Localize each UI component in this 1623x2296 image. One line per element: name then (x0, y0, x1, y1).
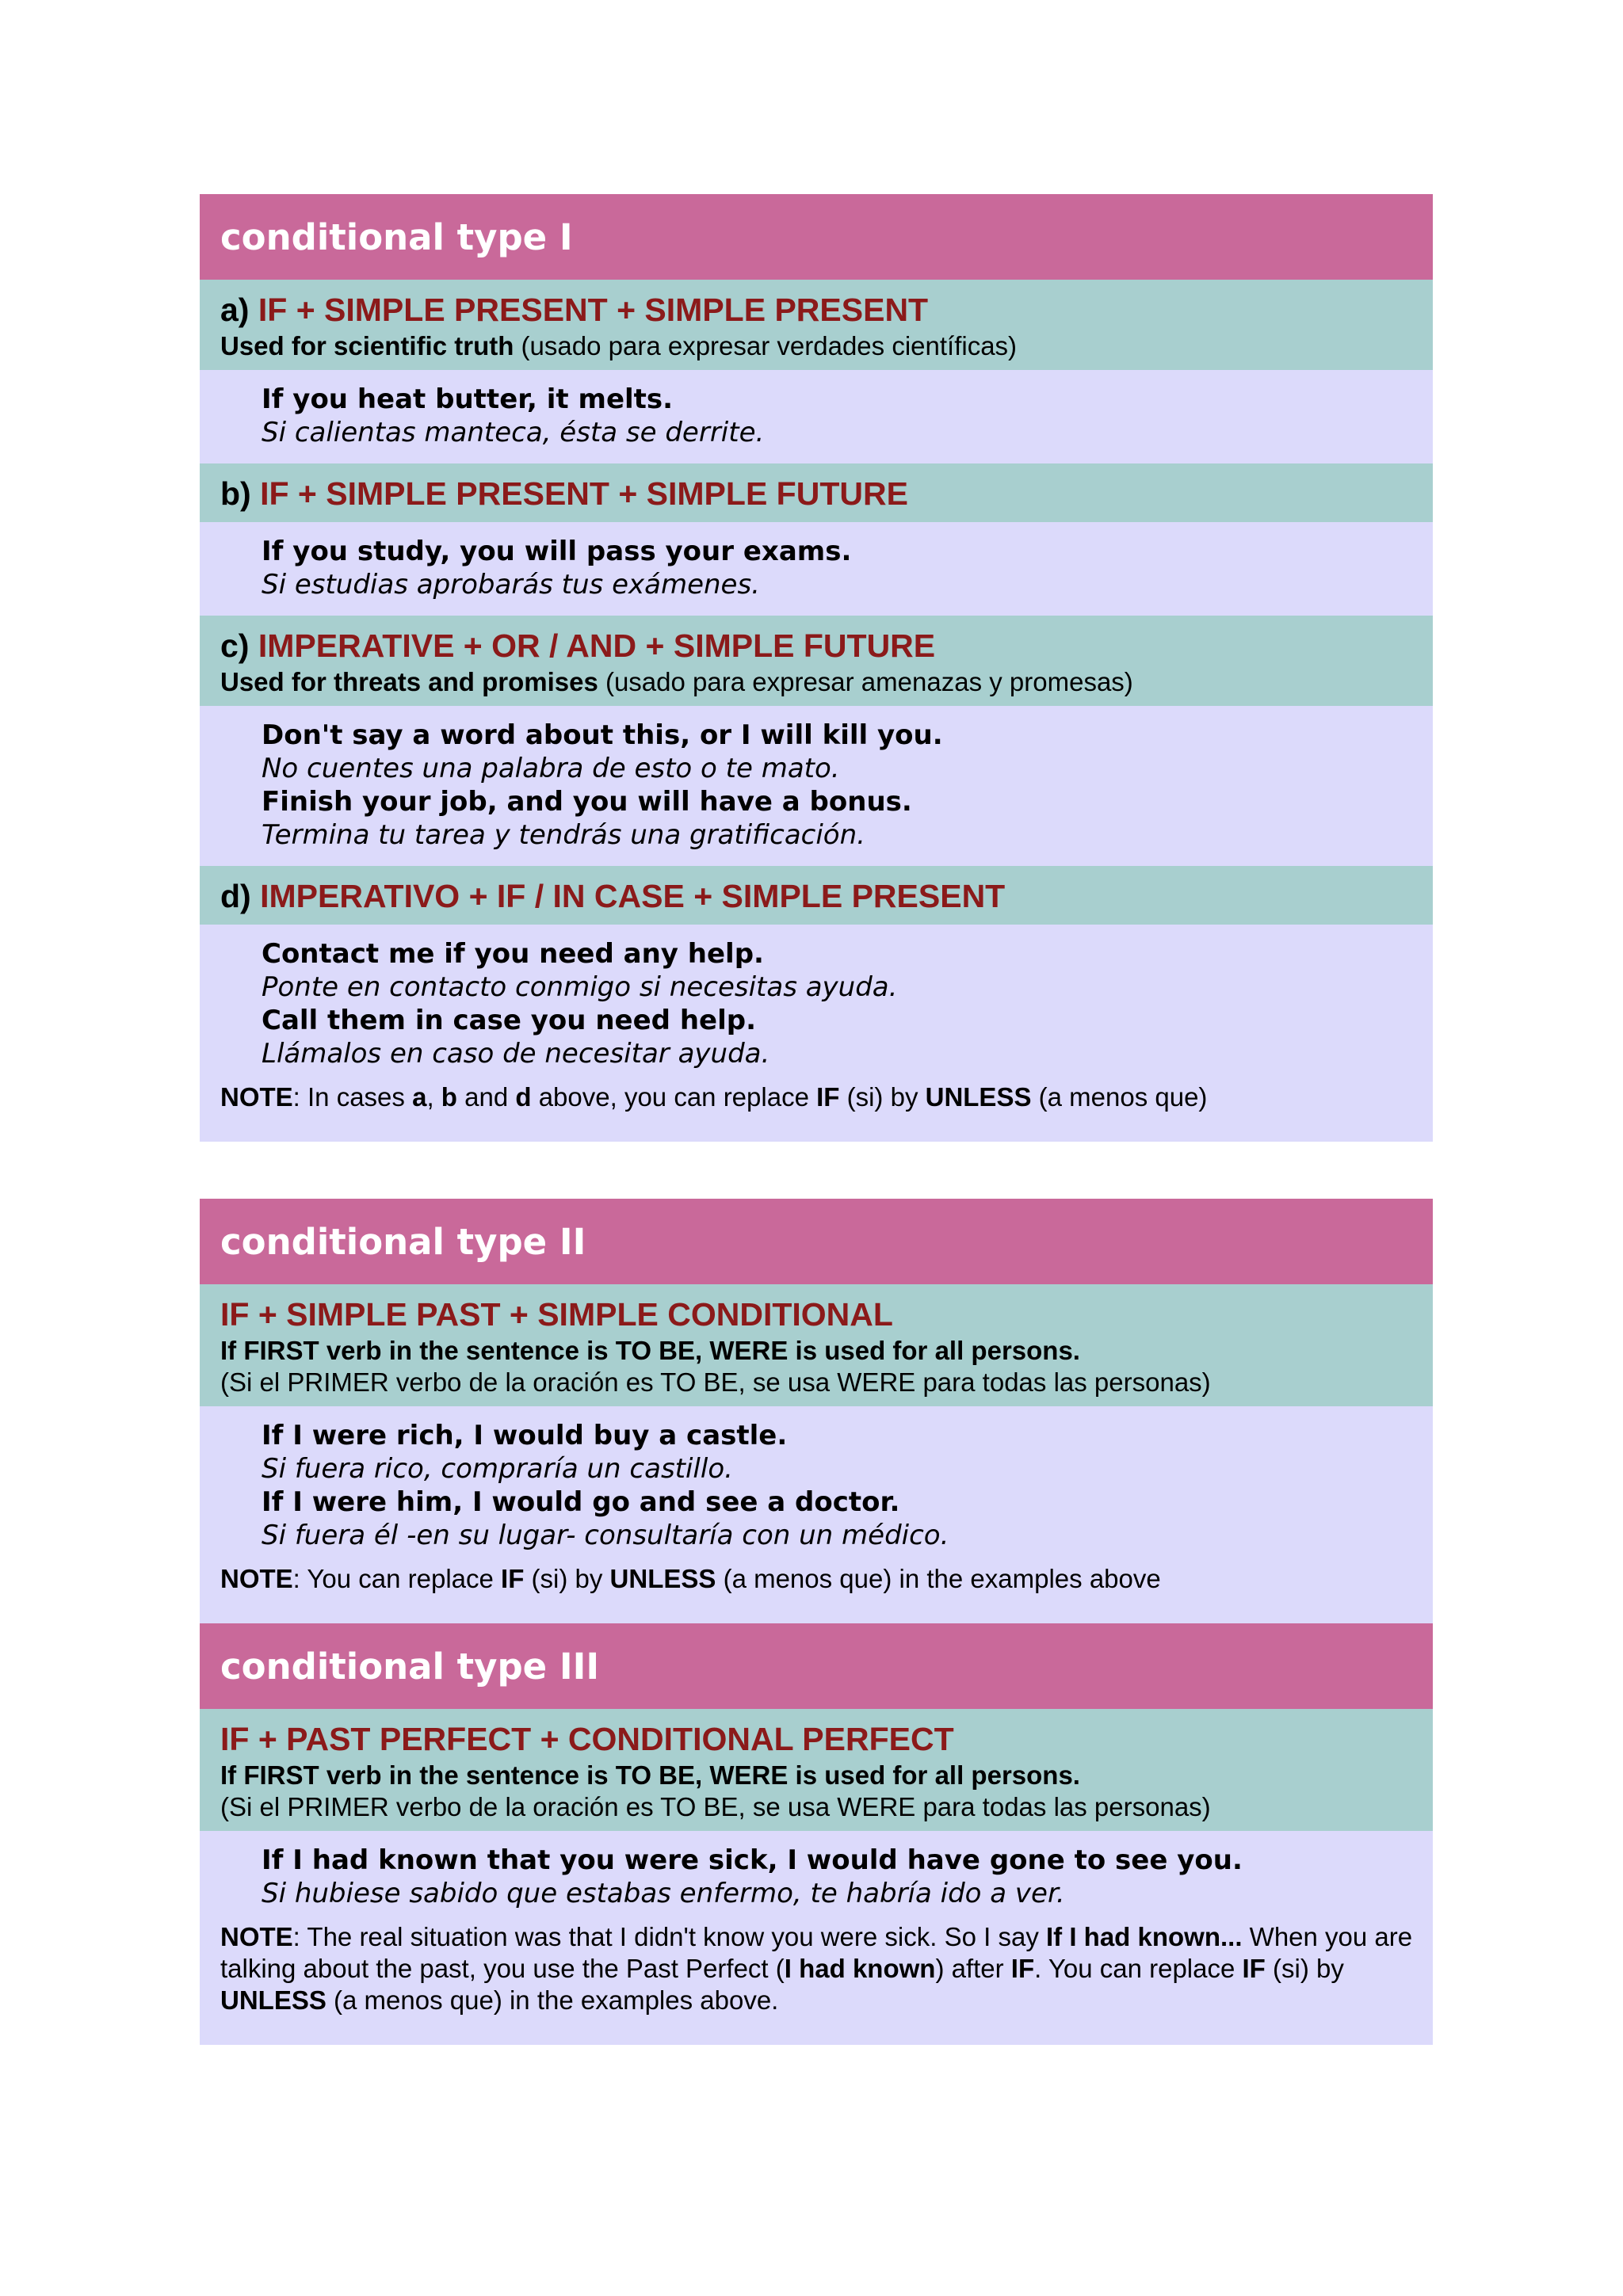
example-spanish: Si hubiese sabido que estabas enfermo, te habría ido a ver. (262, 1878, 1065, 1909)
formula-d (200, 866, 1433, 925)
formula-c (200, 616, 1433, 706)
formula-label: c) (220, 627, 250, 664)
formula-type-2 (200, 1284, 1433, 1406)
note: NOTE: The real situation was that I didn't know you were sick. So I say If I had known... When you are talking about the past, you use the Past Perfect (I had known) after IF. You can replace IF (si) by UNLESS (a menos que) in the examples above. (220, 1922, 1413, 2015)
example-english: If I were him, I would go and see a doctor. (262, 1486, 900, 1518)
examples-d (200, 925, 1433, 1081)
example-spanish: Si estudias aprobarás tus exámenes. (262, 569, 760, 601)
formula-label: b) (220, 475, 251, 512)
example-english: If you heat butter, it melts. (262, 383, 674, 415)
note: NOTE: In cases a, b and d above, you can replace IF (si) by UNLESS (a menos que) (220, 1082, 1208, 1112)
formula-text: IF + PAST PERFECT + CONDITIONAL PERFECT (220, 1721, 954, 1757)
examples-c (200, 706, 1433, 866)
example-spanish: Termina tu tarea y tendrás una gratificación. (262, 819, 865, 851)
formula-description-bold: Used for scientific truth (220, 331, 514, 360)
example-english: Call them in case you need help. (262, 1005, 756, 1036)
example-english: If you study, you will pass your exams. (262, 536, 852, 567)
conditional-type-1-card (200, 194, 1433, 1142)
section-title: conditional type III (200, 1623, 1433, 1709)
example-english: If I were rich, I would buy a castle. (262, 1420, 788, 1451)
formula-description: (usado para expresar amenazas y promesas) (598, 667, 1133, 696)
section-title: conditional type II (200, 1199, 1433, 1284)
example-english: Don't say a word about this, or I will kill you. (262, 719, 943, 751)
formula-label: a) (220, 292, 250, 328)
formula-a (200, 280, 1433, 370)
example-spanish: Llámalos en caso de necesitar ayuda. (262, 1038, 770, 1070)
examples-a (200, 370, 1433, 463)
formula-b (200, 463, 1433, 522)
formula-text: IMPERATIVE + OR / AND + SIMPLE FUTURE (258, 627, 936, 664)
example-spanish: Si calientas manteca, ésta se derrite. (262, 417, 765, 448)
formula-text: IF + SIMPLE PAST + SIMPLE CONDITIONAL (220, 1296, 893, 1333)
formula-label: d) (220, 878, 251, 914)
example-spanish: No cuentes una palabra de esto o te mato. (262, 753, 840, 784)
examples-b (200, 522, 1433, 616)
conditional-type-2-3-card (200, 1199, 1433, 2045)
example-english: Contact me if you need any help. (262, 938, 764, 970)
formula-description: (usado para expresar verdades científicas) (514, 331, 1018, 360)
examples-type-2 (200, 1406, 1433, 1563)
note: NOTE: You can replace IF (si) by UNLESS (a menos que) in the examples above (220, 1564, 1161, 1593)
formula-type-3 (200, 1709, 1433, 1831)
formula-text: IF + SIMPLE PRESENT + SIMPLE PRESENT (258, 292, 929, 328)
formula-text: IMPERATIVO + IF / IN CASE + SIMPLE PRESENT (260, 878, 1006, 914)
example-spanish: Ponte en contacto conmigo si necesitas ayuda. (262, 971, 898, 1003)
example-spanish: Si fuera él -en su lugar- consultaría con un médico. (262, 1520, 949, 1551)
formula-text: IF + SIMPLE PRESENT + SIMPLE FUTURE (260, 475, 908, 512)
formula-description: If FIRST verb in the sentence is TO BE, WERE is used for all persons. (220, 1336, 1080, 1365)
formula-description-bold: Used for threats and promises (220, 667, 598, 696)
examples-type-3 (200, 1831, 1433, 1921)
example-english: If I had known that you were sick, I would have gone to see you. (262, 1844, 1243, 1876)
formula-description-translation: (Si el PRIMER verbo de la oración es TO BE, se usa WERE para todas las personas) (220, 1367, 1211, 1397)
example-english: Finish your job, and you will have a bonus. (262, 786, 912, 818)
section-title: conditional type I (200, 194, 1433, 280)
formula-description: If FIRST verb in the sentence is TO BE, WERE is used for all persons. (220, 1760, 1080, 1790)
example-spanish: Si fuera rico, compraría un castillo. (262, 1453, 733, 1485)
formula-description-translation: (Si el PRIMER verbo de la oración es TO BE, se usa WERE para todas las personas) (220, 1792, 1211, 1821)
